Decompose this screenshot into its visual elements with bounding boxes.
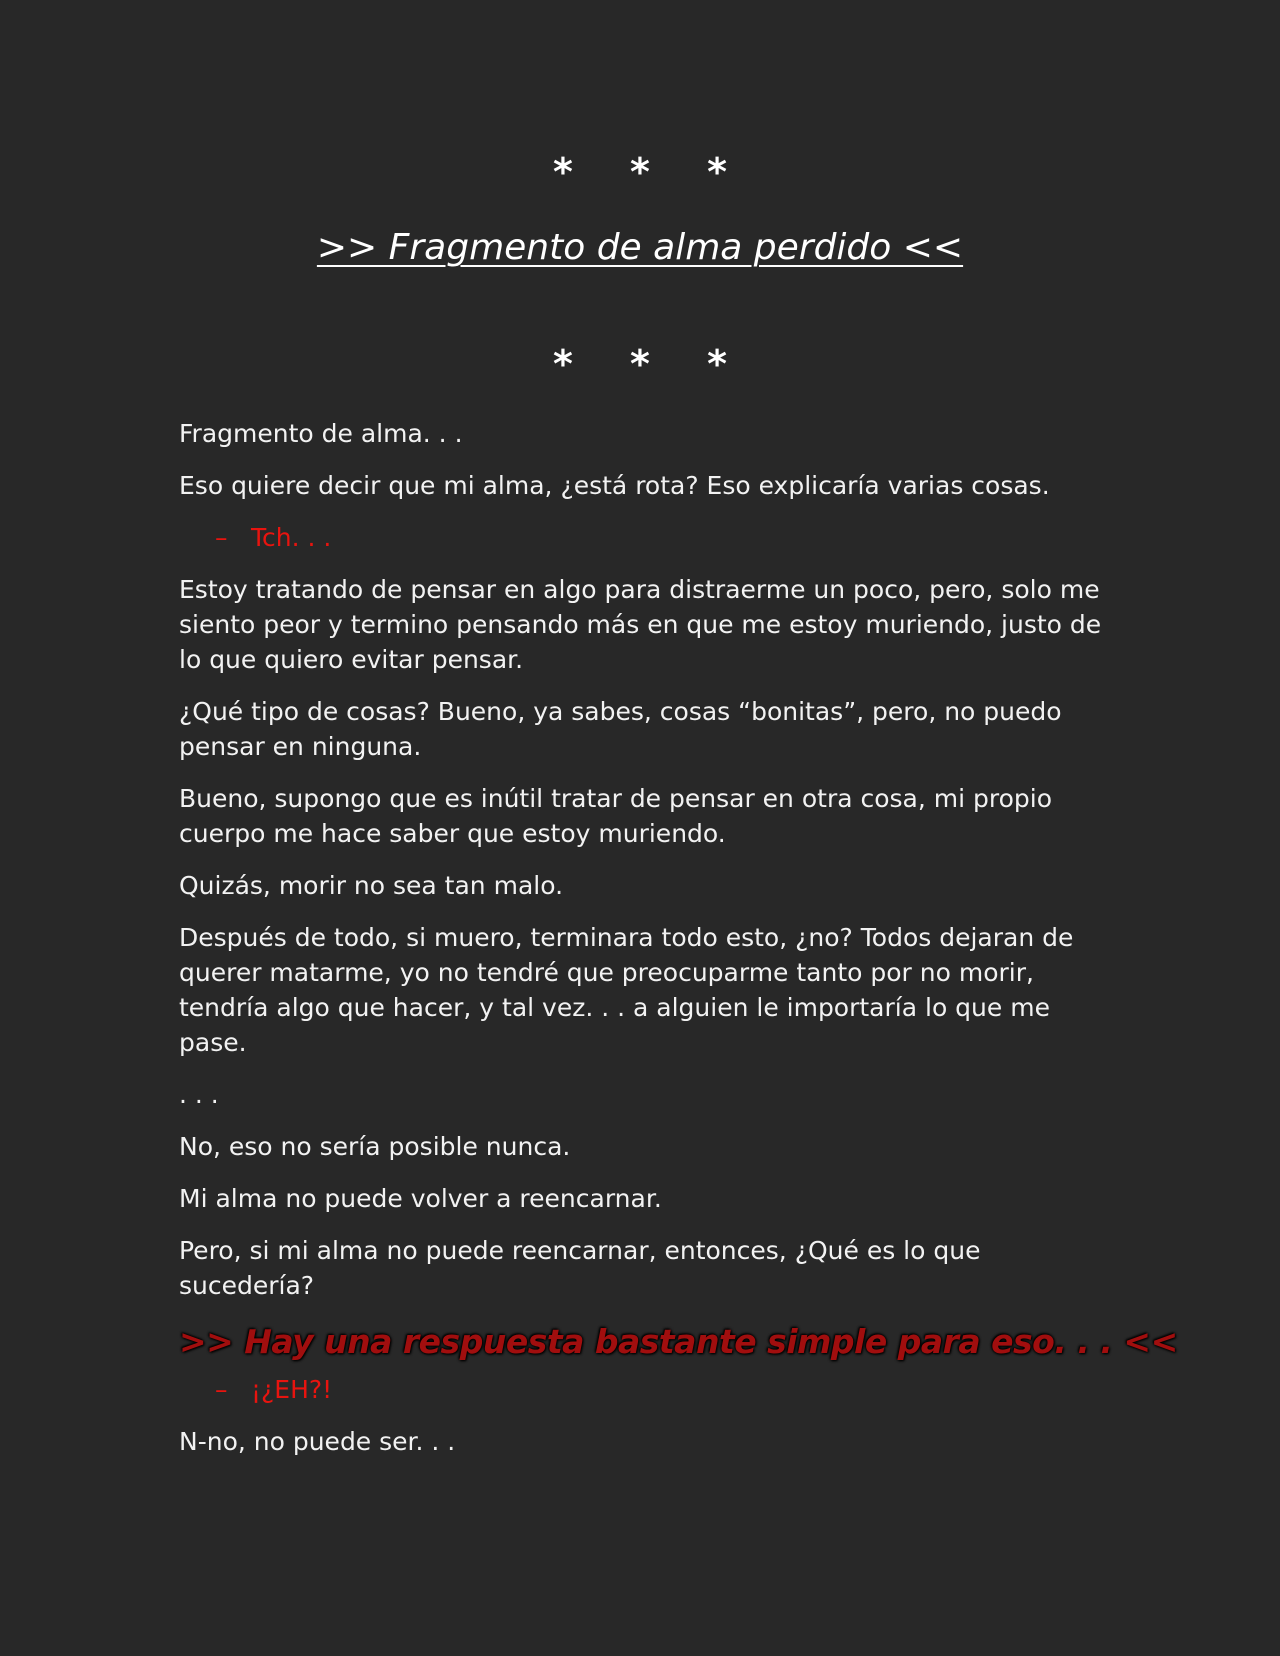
paragraph: Mi alma no puede volver a reencarnar. [179, 1184, 662, 1213]
paragraph: Fragmento de alma. . . [179, 419, 463, 448]
dialogue-text: ¡¿EH?! [251, 1375, 333, 1404]
dialogue-dash: – [215, 523, 228, 552]
paragraph: ¿Qué tipo de cosas? Bueno, ya sabes, cosas “bonitas”, pero, no puedo pensar en ninguna. [179, 697, 1062, 761]
chapter-body [179, 416, 1178, 1476]
paragraph: N-no, no puede ser. . . [179, 1427, 456, 1456]
dialogue-line [179, 520, 1109, 555]
paragraph: Quizás, morir no sea tan malo. [179, 871, 564, 900]
dialogue-line [179, 1372, 1109, 1407]
chapter-title: >> Fragmento de alma perdido << [316, 227, 964, 268]
scene-separator-top: * * * [552, 150, 750, 194]
paragraph: Bueno, supongo que es inútil tratar de pensar en otra cosa, mi propio cuerpo me hace saber que estoy muriendo. [179, 784, 1053, 848]
paragraph: Pero, si mi alma no puede reencarnar, entonces, ¿Qué es lo que sucedería? [179, 1236, 981, 1300]
paragraph: . . . [179, 1080, 219, 1109]
dialogue-dash: – [215, 1375, 228, 1404]
system-voice-line: >> Hay una respuesta bastante simple para eso. . . << [179, 1322, 1178, 1361]
paragraph: Después de todo, si muero, terminara todo esto, ¿no? Todos dejaran de querer matarme, yo no tendré que preocuparme tanto por no morir, tendría algo que hacer, y tal vez. . . a alguien le importaría lo que me pase. [179, 923, 1074, 1057]
scene-separator-bottom: * * * [552, 342, 750, 386]
dialogue-text: Tch. . . [251, 523, 332, 552]
paragraph: Estoy tratando de pensar en algo para distraerme un poco, pero, solo me siento peor y termino pensando más en que me estoy muriendo, justo de lo que quiero evitar pensar. [179, 575, 1102, 674]
paragraph: Eso quiere decir que mi alma, ¿está rota? Eso explicaría varias cosas. [179, 471, 1050, 500]
paragraph: No, eso no sería posible nunca. [179, 1132, 571, 1161]
